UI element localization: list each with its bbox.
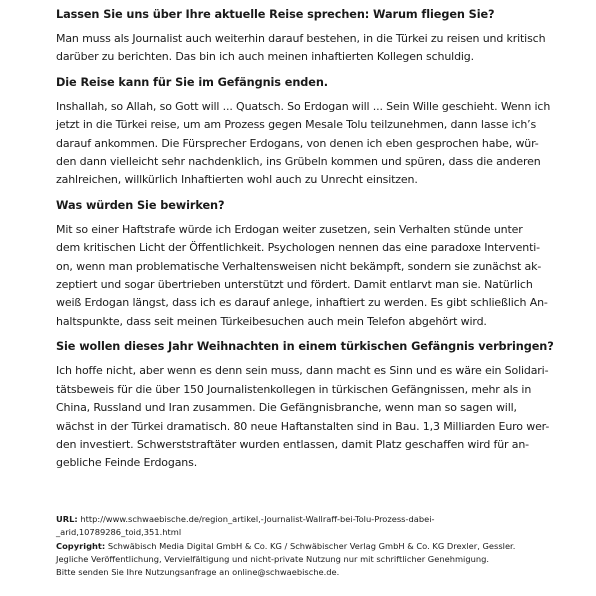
answer-line: Ich hoffe nicht, aber wenn es denn sein muss, dann macht es Sinn und es wäre ein Solidari- (56, 364, 549, 378)
url-label: URL: (56, 514, 78, 524)
answer-line: zahlreichen, willkürlich Inhaftierten wohl auch zu Unrecht einsitzen. (56, 173, 418, 187)
interview-question: Sie wollen dieses Jahr Weihnachten in einem türkischen Gefängnis verbringen? (56, 340, 554, 354)
answer-line: wächst in der Türkei dramatisch. 80 neue Haftanstalten sind in Bau. 1,3 Milliarden Euro wer- (56, 419, 550, 433)
interview-answer (56, 30, 548, 67)
answer-line: jetzt in die Türkei reise, um am Prozess gegen Mesale Tolu teilzunehmen, dann lasse ich’s (56, 118, 537, 132)
url-line (56, 513, 548, 526)
qa-section-4 (56, 338, 554, 472)
answer-line: darüber zu berichten. Das bin ich auch meinen inhaftierten Kollegen schuldig. (56, 50, 474, 64)
interview-answer (56, 362, 548, 472)
qa-section-2 (56, 74, 551, 190)
interview-answer (56, 98, 551, 190)
usage-request-note: Bitte senden Sie Ihre Nutzungsanfrage an online@schwaebische.de. (56, 567, 340, 578)
answer-line: dem kritischen Licht der Öffentlichkeit. Psychologen nennen das eine paradoxe Interventi- (56, 241, 540, 255)
interview-question: Die Reise kann für Sie im Gefängnis enden. (56, 75, 328, 89)
copyright-notice: Jegliche Veröffentlichung, Vervielfältigung und nicht-private Nutzung nur mit schriftlicher Genehmigung. (56, 553, 490, 564)
answer-line: gebliche Feinde Erdogans. (56, 456, 198, 470)
copyright-label: Copyright: (56, 540, 106, 551)
answer-line: zeptiert und sogar übertrieben unterstützt und fördert. Damit entlarvt man sie. Natürlich (56, 278, 533, 292)
qa-section-3 (56, 197, 548, 331)
source-footer (56, 513, 548, 579)
answer-line: Man muss als Journalist auch weiterhin darauf bestehen, in die Türkei zu reisen und kritisch (56, 32, 546, 45)
answer-line: Mit so einer Haftstrafe würde ich Erdogan weiter zusetzen, sein Verhalten stünde unter (56, 222, 523, 236)
answer-line: Inshallah, so Allah, so Gott will ... Quatsch. So Erdogan will ... Sein Wille geschieht. Wenn ich (56, 99, 551, 113)
answer-line: den dann vielleicht sehr nachdenklich, ins Grübeln kommen und spüren, dass die anderen (56, 155, 541, 169)
interview-answer (56, 221, 548, 331)
copyright-text: Schwäbisch Media Digital GmbH & Co. KG / Schwäbischer Verlag GmbH & Co. KG Drexler, Gessler. (107, 540, 516, 551)
answer-line: den investiert. Schwerststraftäter wurden entlassen, damit Platz geschaffen wird für an- (56, 437, 529, 451)
copyright-line (56, 540, 548, 553)
interview-question: Lassen Sie uns über Ihre aktuelle Reise sprechen: Warum fliegen Sie? (56, 8, 495, 21)
answer-line: darauf ankommen. Die Fürsprecher Erdogans, von denen ich eben gesprochen habe, wür- (56, 136, 539, 150)
source-url[interactable]: http://www.schwaebische.de/region_artikel,-Journalist-Wallraff-bei-Tolu-Prozess-dabei- (80, 514, 435, 524)
answer-line: haltspunkte, dass seit meinen Türkeibesuchen auch mein Telefon abgehört wird. (56, 314, 487, 328)
qa-section-1 (56, 6, 548, 67)
answer-line: on, wenn man problematische Verhaltensweisen nicht bekämpft, sondern sie zunächst ak- (56, 259, 542, 273)
answer-line: tätsbeweis für die über 150 Journalistenkollegen in türkischen Gefängnissen, mehr als in (56, 382, 532, 396)
answer-line: China, Russland und Iran zusammen. Die Gefängnisbranche, wenn man so sagen will, (56, 401, 517, 415)
answer-line: weiß Erdogan längst, dass ich es darauf anlege, inhaftiert zu werden. Es gibt schließlich An- (56, 296, 548, 310)
article-body (56, 6, 554, 480)
url-line-continued[interactable]: _arid,10789286_toid,351.html (56, 527, 182, 538)
interview-question: Was würden Sie bewirken? (56, 198, 225, 212)
